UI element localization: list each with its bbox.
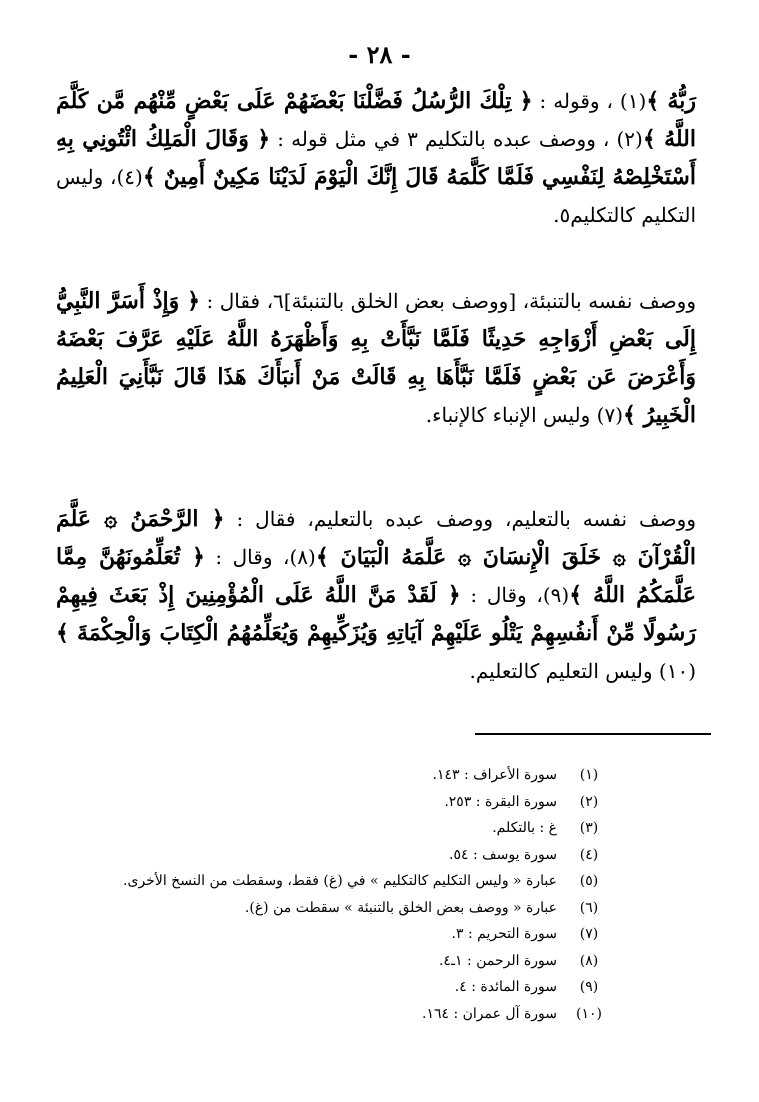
footnote-item: [49, 921, 609, 948]
footnote-text: سورة الأعراف : ١٤٣.: [432, 767, 557, 783]
prose-text: ووصف نفسه بالتعليم، ووصف عبده بالتعليم، فقال :: [224, 507, 696, 531]
footnote-text: عبارة « وليس التكليم كالتكليم » في (غ) فقط، وسقطت من النسخ الأخرى.: [123, 873, 557, 889]
prose-text: ووصف نفسه بالتنبئة، [ووصف بعض الخلق بالتنبئة]٦، فقال :: [199, 289, 696, 313]
footnote-item: [49, 974, 609, 1001]
prose-text: (٧) وليس الإنباء كالإنباء.: [425, 403, 624, 427]
quran-verse: ﴿ تُعَلِّمُونَهُنَّ مِمَّا عَلَّمَكُمُ اللَّهُ ﴾: [56, 544, 696, 608]
footnote-number: (٦): [579, 899, 599, 916]
quran-verse: رَبُّهُ ﴾: [646, 88, 696, 114]
footnote-text: غ : بالتكلم.: [492, 820, 557, 836]
footnote-number: (٣): [579, 820, 599, 836]
quran-verse: ﴿ وَقَالَ الْمَلِكُ ائْتُونِي بِهِ أَسْتَخْلِصْهُ لِنَفْسِي فَلَمَّا كَلَّمَهُ قَالَ إِنَّكَ الْيَوْمَ لَدَيْنَا مَكِينٌ أَمِينٌ ﴾: [56, 126, 696, 190]
footnote-item: [49, 789, 609, 816]
quran-verse: ﴿ وَإِذْ أَسَرَّ النَّبِيُّ إِلَى بَعْضِ أَزْوَاجِهِ حَدِيثًا فَلَمَّا نَبَّأَتْ بِهِ وَأَظْهَرَهُ اللَّهُ عَلَيْهِ عَرَّفَ بَعْضَهُ وَأَعْرَضَ عَن بَعْضٍ فَلَمَّا نَبَّأَهَا بِهِ قَالَتْ مَنْ أَنبَأَكَ هَذَا قَالَ نَبَّأَنِيَ الْعَلِيمُ الْخَبِيرُ ﴾: [56, 288, 696, 428]
paragraph-speech: [56, 82, 696, 234]
footnote-text: سورة آل عمران : ١٦٤.: [422, 1005, 557, 1022]
prose-text: (١٠) وليس التعليم كالتعليم.: [469, 659, 696, 683]
paragraph-informing: [56, 282, 696, 434]
footnote-divider: [475, 733, 711, 735]
footnote-text: عبارة « ووصف بعض الخلق بالتنبئة » سقطت من (غ).: [244, 899, 557, 916]
footnote-number: (٨): [579, 952, 599, 969]
footnote-text: سورة الرحمن : ١ـ٤.: [438, 952, 557, 969]
page-number: - ٢٨ -: [348, 40, 411, 69]
footnote-item: [49, 895, 609, 922]
footnote-number: (٤): [579, 846, 599, 863]
quran-verse: ﴿ تِلْكَ الرُّسُلُ فَضَّلْنَا بَعْضَهُمْ عَلَى بَعْضٍ مِّنْهُم مَّن كَلَّمَ اللَّهُ ﴾: [56, 88, 696, 152]
footnote-item: [49, 815, 609, 842]
prose-text: (٤)، وليس التكليم كالتكليم٥.: [56, 165, 696, 227]
footnote-number: (١): [579, 767, 599, 783]
prose-text: (١) ، وقوله :: [532, 89, 647, 113]
prose-text: (٩)، وقال :: [460, 583, 570, 607]
footnote-number: (٥): [579, 873, 599, 889]
footnote-text: سورة المائدة : ٤.: [454, 979, 557, 995]
quran-verse: ﴿ الرَّحْمَنُ ۞ عَلَّمَ الْقُرْآنَ ۞ خَلَقَ الْإِنسَانَ ۞ عَلَّمَهُ الْبَيَانَ ﴾: [56, 506, 696, 570]
footnotes-list: [49, 762, 609, 1027]
footnote-number: (١٠): [576, 1005, 602, 1022]
footnote-number: (٩): [579, 979, 599, 995]
footnote-item: [49, 842, 609, 869]
prose-text: (٢) ، ووصف عبده بالتكليم ٣ في مثل قوله :: [270, 127, 643, 151]
footnote-item: [49, 948, 609, 975]
quran-verse: ﴿ لَقَدْ مَنَّ اللَّهُ عَلَى الْمُؤْمِنِينَ إِذْ بَعَثَ فِيهِمْ رَسُولًا مِّنْ أَنفُسِهِمْ يَتْلُو عَلَيْهِمْ آيَاتِهِ وَيُزَكِّيهِمْ وَيُعَلِّمُهُمُ الْكِتَابَ وَالْحِكْمَةَ ﴾: [56, 582, 696, 646]
footnote-text: سورة التحريم : ٣.: [451, 926, 557, 942]
paragraph-teaching: [56, 500, 696, 690]
footnote-item: [49, 762, 609, 789]
footnote-number: (٧): [579, 926, 599, 942]
prose-text: (٨)، وقال :: [204, 545, 316, 569]
footnote-number: (٢): [579, 793, 599, 810]
footnote-text: سورة البقرة : ٢٥٣.: [444, 793, 557, 810]
footnote-item: [49, 868, 609, 895]
footnote-item: [49, 1001, 609, 1028]
footnote-text: سورة يوسف : ٥٤.: [449, 846, 557, 863]
